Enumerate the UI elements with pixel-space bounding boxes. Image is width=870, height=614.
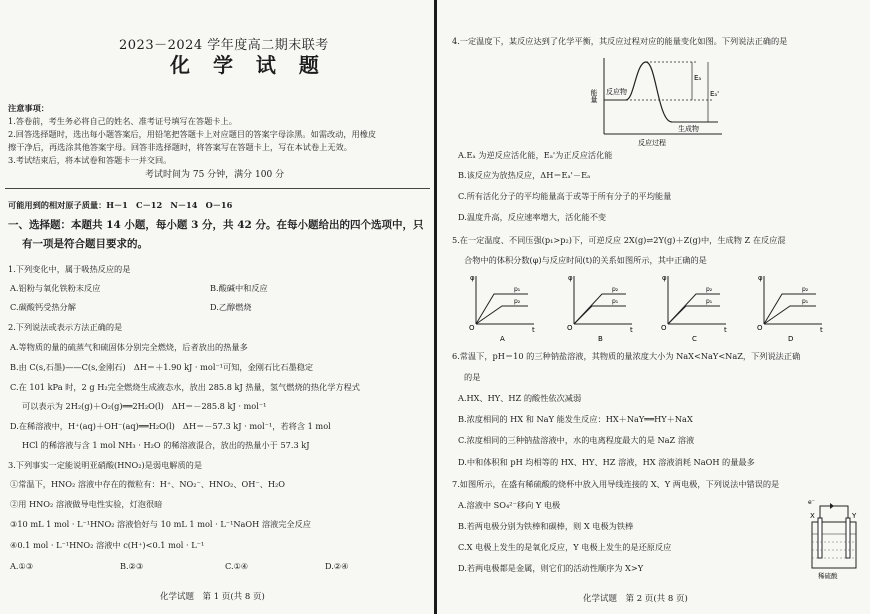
sulfuric-acid-label: 稀硫酸 [818, 572, 838, 580]
q2-option-b: B.由 C(s,石墨)——C(s,金刚石) ΔH＝＋1.90 kJ · mol⁻¹可知，金刚石比石墨稳定 [10, 362, 314, 372]
electrode-x-label: X [810, 512, 815, 520]
svg-text:φ: φ [470, 274, 475, 282]
q5-graph-a [468, 272, 538, 344]
q6-stem: 6.常温下，pH＝10 的三种钠盐溶液，其物质的量浓度大小为 NaX<NaY<NaZ，下列说法正确 [452, 351, 801, 361]
notice-2: 2.回答选择题时，选出每小题答案后，用铅笔把答题卡上对应题目的答案字母涂黑。如需改动，用橡皮 [8, 129, 377, 139]
svg-text:O: O [757, 324, 763, 332]
q5-stem-cont: 合物中的体积分数(φ)与反应时间(t)的关系如图所示，其中正确的是 [464, 255, 707, 265]
q3-option-d: D.②④ [325, 561, 349, 571]
svg-text:p₂: p₂ [514, 298, 521, 305]
q2-option-c: C.在 101 kPa 时，2 g H₂完全燃烧生成液态水，放出 285.8 kJ 热量，氢气燃烧的热化学方程式 [10, 382, 360, 392]
energy-axis-label: 能量 [590, 89, 598, 103]
q1-option-c: C.碳酸钙受热分解 [10, 302, 76, 312]
svg-text:φ: φ [568, 274, 573, 282]
q7-option-a: A.溶液中 SO₄²⁻移向 Y 电极 [458, 500, 561, 510]
atomic-mass: 可能用到的相对原子质量：H－1 C－12 N－14 O－16 [8, 200, 233, 210]
q3-statement-2: ②用 HNO₂ 溶液做导电性实验，灯泡很暗 [10, 499, 163, 509]
q3-option-c: C.①④ [225, 561, 249, 571]
svg-text:t: t [532, 326, 535, 334]
svg-text:p₂: p₂ [612, 286, 619, 293]
notice-header: 注意事项： [8, 103, 49, 113]
right-page-footer: 化学试题 第 2 页(共 8 页) [583, 594, 688, 604]
q5-label-c: C [692, 335, 697, 343]
q4-option-d: D.温度升高，反应速率增大，活化能不变 [458, 212, 607, 222]
q3-stem: 3.下列事实一定能说明亚硝酸(HNO₂)是弱电解质的是 [8, 460, 203, 470]
q3-option-b: B.②③ [120, 561, 144, 571]
notice-1: 1.答卷前，考生务必将自己的姓名、准考证号填写在答题卡上。 [8, 116, 237, 126]
q2-stem: 2.下列说法或表示方法正确的是 [8, 322, 123, 332]
q5-label-b: B [598, 335, 603, 343]
svg-text:O: O [567, 324, 573, 332]
q2-option-a: A.等物质的量的硫蒸气和硫固体分别完全燃烧，后者放出的热量多 [10, 342, 248, 352]
svg-text:p₁: p₁ [514, 286, 521, 293]
svg-text:φ: φ [758, 274, 763, 282]
q3-statement-1: ①常温下，HNO₂ 溶液中存在的微粒有：H⁺、NO₂⁻、HNO₂、OH⁻、H₂O [10, 479, 286, 489]
notice-3: 3.考试结束后，将本试卷和答题卡一并交回。 [8, 155, 172, 165]
q4-option-a: A.Eₐ 为逆反应活化能，Eₐ'为正反应活化能 [458, 150, 613, 160]
q7-cell-diagram [806, 496, 862, 582]
svg-text:φ: φ [662, 274, 667, 282]
svg-text:O: O [661, 324, 667, 332]
q5-graph-d [756, 272, 826, 344]
q5-stem: 5.在一定温度、不同压强(p₁>p₂)下，可逆反应 2X(g)⇌2Y(g)＋Z(g)中，生成物 Z 在反应混 [452, 235, 786, 245]
q7-option-d: D.若两电极都是金属，则它们的活动性顺序为 X>Y [458, 563, 644, 573]
q4-stem: 4.一定温度下，某反应达到了化学平衡，其反应过程对应的能量变化如图。下列说法正确的是 [452, 36, 788, 46]
exam-title-subject: 化 学 试 题 [170, 53, 327, 77]
q7-option-b: B.若两电极分别为铁棒和碳棒，则 X 电极为铁棒 [458, 521, 634, 531]
svg-text:p₁: p₁ [706, 298, 713, 305]
q7-stem: 7.如图所示，在盛有稀硫酸的烧杯中放入用导线连接的 X、Y 两电极，下列说法中错误的是 [452, 479, 780, 489]
left-page-footer: 化学试题 第 1 页(共 8 页) [160, 592, 265, 602]
q1-option-b: B.酸碱中和反应 [210, 283, 268, 293]
svg-text:p₁: p₁ [802, 298, 809, 305]
svg-text:p₂: p₂ [706, 286, 713, 293]
svg-text:t: t [724, 326, 727, 334]
q3-statement-3: ③10 mL 1 mol · L⁻¹HNO₂ 溶液恰好与 10 mL 1 mol · L⁻¹NaOH 溶液完全反应 [10, 519, 311, 529]
section1-line1: 一、选择题：本题共 14 小题，每小题 3 分，共 42 分。在每小题给出的四个选项中，只 [8, 219, 424, 231]
q6-option-a: A.HX、HY、HZ 的酸性依次减弱 [458, 393, 582, 403]
notice-2-cont: 擦干净后，再选涂其他答案字母。回答非选择题时，将答案写在答题卡上，写在本试卷上无效。 [8, 142, 352, 152]
q5-graph-b [566, 272, 636, 344]
q4-option-b: B.该反应为放热反应，ΔH＝Eₐ'－Eₐ [458, 170, 591, 180]
exam-time: 考试时间为 75 分钟，满分 100 分 [145, 170, 285, 180]
reactant-label: 反应物 [606, 88, 627, 96]
q5-label-d: D [788, 335, 794, 343]
svg-text:t: t [630, 326, 633, 334]
q6-option-b: B.浓度相同的 HX 和 NaY 能发生反应：HX＋NaY══HY＋NaX [458, 414, 693, 424]
page-divider [434, 0, 437, 614]
electron-label: e⁻ [808, 499, 815, 506]
q5-label-a: A [500, 335, 505, 343]
separator-line [5, 188, 430, 189]
q7-option-c: C.X 电极上发生的是氧化反应，Y 电极上发生的是还原反应 [458, 542, 672, 552]
q2-option-d-cont: HCl 的稀溶液与含 1 mol NH₃ · H₂O 的稀溶液混合，放出的热量小于 57.3 kJ [22, 440, 310, 450]
q1-stem: 1.下列变化中，属于吸热反应的是 [8, 264, 131, 274]
q1-option-a: A.铝粉与氧化铁粉末反应 [10, 283, 101, 293]
q4-option-c: C.所有活化分子的平均能量高于或等于所有分子的平均能量 [458, 191, 672, 201]
q2-option-c-cont: 可以表示为 2H₂(g)＋O₂(g)══2H₂O(l) ΔH＝－285.8 kJ · mol⁻¹ [22, 401, 267, 411]
ea-prime-label: Eₐ' [710, 90, 720, 98]
section1-line2: 有一项是符合题目要求的。 [22, 238, 148, 250]
q3-option-a: A.①③ [10, 561, 34, 571]
svg-text:O: O [469, 324, 475, 332]
svg-text:p₁: p₁ [612, 298, 619, 305]
svg-text:t: t [820, 326, 823, 334]
electrode-y-label: Y [852, 512, 857, 520]
q4-energy-diagram [576, 56, 726, 148]
q5-graph-c [660, 272, 730, 344]
svg-text:p₂: p₂ [802, 286, 809, 293]
q1-option-d: D.乙醇燃烧 [210, 302, 252, 312]
q2-option-d: D.在稀溶液中，H⁺(aq)＋OH⁻(aq)══H₂O(l) ΔH＝－57.3 kJ · mol⁻¹，若将含 1 mol [10, 421, 331, 431]
ea-label: Eₐ [694, 74, 702, 82]
q6-stem-cont: 的是 [464, 372, 481, 382]
q6-option-c: C.浓度相同的三种钠盐溶液中，水的电离程度最大的是 NaZ 溶液 [458, 435, 695, 445]
exam-title-year: 2023－2024 学年度高二期末联考 [119, 38, 329, 53]
q6-option-d: D.中和体积和 pH 均相等的 HX、HY、HZ 溶液，HX 溶液消耗 NaOH 的量最多 [458, 457, 755, 467]
product-label: 生成物 [678, 125, 699, 133]
reaction-progress-label: 反应过程 [638, 139, 666, 147]
right-page [438, 0, 870, 614]
q3-statement-4: ④0.1 mol · L⁻¹HNO₂ 溶液中 c(H⁺)<0.1 mol · L⁻¹ [10, 540, 205, 550]
